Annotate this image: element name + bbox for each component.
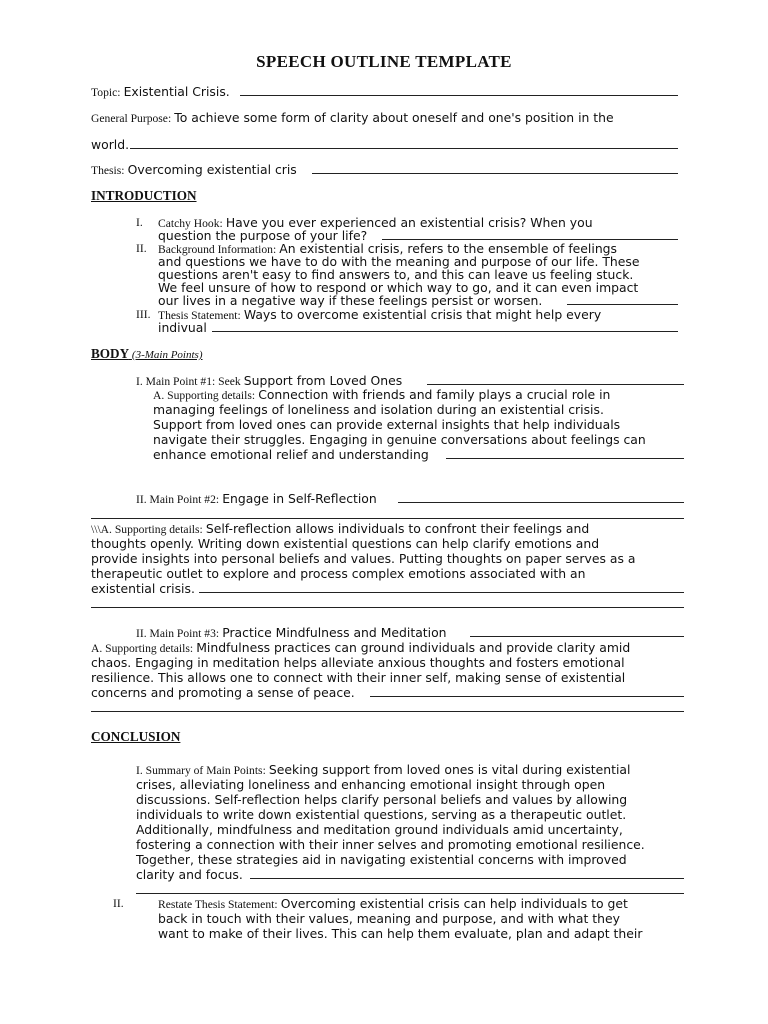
- background-label: Background Information:: [158, 243, 277, 256]
- main-point-2-value: Engage in Self-Reflection: [222, 491, 377, 506]
- main-point-1-support-rule: [446, 458, 684, 459]
- thesis-rule: [312, 173, 678, 174]
- thesis-statement-rule: [212, 331, 678, 332]
- thesis-statement-numeral: III.: [136, 308, 151, 321]
- restate-line-2: back in touch with their values, meaning and purpose, and with what they: [158, 911, 620, 926]
- thesis-value: Overcoming existential cris: [127, 162, 297, 177]
- main-point-3-value: Practice Mindfulness and Meditation: [222, 625, 447, 640]
- main-point-2-support-line-2: thoughts openly. Writing down existential questions can help clarify emotions and: [91, 536, 600, 551]
- restate-numeral: II.: [113, 897, 124, 910]
- summary-line-1: I. Summary of Main Points: Seeking support from loved ones is vital during existential: [136, 762, 631, 777]
- summary-line-6: fostering a connection with their inner selves and promoting emotional resilience.: [136, 837, 645, 852]
- summary-line-7: Together, these strategies aid in navigating existential concerns with improved: [136, 852, 627, 867]
- catchy-hook-line-2: question the purpose of your life?: [158, 228, 368, 243]
- catchy-hook-line-1: Catchy Hook: Have you ever experienced an existential crisis? When you: [158, 215, 593, 230]
- main-point-3-label: II. Main Point #3:: [136, 627, 220, 640]
- main-point-2-rule: [398, 502, 684, 503]
- thesis-line: [91, 162, 297, 178]
- main-point-2: [136, 491, 377, 507]
- main-point-2-support-label: \\\A. Supporting details: [91, 523, 200, 536]
- summary-label: I. Summary of Main Points:: [136, 764, 266, 777]
- restate-label: Restate Thesis Statement:: [158, 898, 278, 911]
- page-title: SPEECH OUTLINE TEMPLATE: [256, 52, 512, 71]
- main-point-3-support-rule: [370, 696, 684, 697]
- main-point-1-support-line-5: enhance emotional relief and understanding: [153, 447, 429, 462]
- general-purpose-value: To achieve some form of clarity about oneself and one's position in the: [174, 110, 614, 125]
- background-line-3: questions aren't easy to find answers to, and this can leave us feeling stuck.: [158, 267, 634, 282]
- topic-line: [91, 84, 230, 100]
- catchy-hook-rule: [382, 239, 678, 240]
- main-point-2-extra-rule: [91, 607, 684, 608]
- restate-line-1: Restate Thesis Statement: Overcoming existential crisis can help individuals to get: [158, 896, 628, 911]
- catchy-hook-numeral: I.: [136, 216, 143, 229]
- introduction-heading: INTRODUCTION: [91, 188, 197, 203]
- topic-rule: [240, 95, 678, 96]
- main-point-1-support-label: A. Supporting details:: [153, 389, 256, 402]
- summary-line-5: Additionally, mindfulness and meditation ground individuals amid uncertainty,: [136, 822, 623, 837]
- background-line-5: our lives in a negative way if these feelings persist or worsen.: [158, 293, 543, 308]
- body-subheading: (3-Main Points): [131, 349, 203, 361]
- background-rule: [567, 304, 678, 305]
- thesis-statement-label: Thesis Statement:: [158, 309, 241, 322]
- conclusion-heading: CONCLUSION: [91, 729, 181, 744]
- main-point-2-support-rule: [199, 592, 684, 593]
- summary-line-3: discussions. Self-reflection helps clarify personal beliefs and values by allowing: [136, 792, 628, 807]
- main-point-1-label: I. Main Point #1: Seek: [136, 375, 241, 388]
- main-point-3-extra-rule: [91, 711, 684, 712]
- summary-extra-rule: [136, 893, 684, 894]
- background-line-1: Background Information: An existential crisis, refers to the ensemble of feelings: [158, 241, 617, 256]
- background-line-4: We feel unsure of how to respond or which way to go, and it can even impact: [158, 280, 639, 295]
- main-point-1-support-line-3: Support from loved ones can provide external insights that help individuals: [153, 417, 621, 432]
- topic-label: Topic:: [91, 86, 121, 99]
- main-point-3-support-line-1: A. Supporting details: Mindfulness practices can ground individuals and provide clarity amid: [91, 640, 631, 655]
- summary-line-4: individuals to write down existential questions, serving as a therapeutic outlet.: [136, 807, 627, 822]
- background-line-2: and questions we have to do with the meaning and purpose of our life. These: [158, 254, 640, 269]
- main-point-3-rule: [470, 636, 684, 637]
- body-heading: BODY (3-Main Points): [91, 346, 203, 361]
- main-point-3: [136, 625, 447, 641]
- summary-line-2: crises, alleviating loneliness and enhancing emotional insight through open: [136, 777, 606, 792]
- main-point-2-support-line-3: provide insights into personal beliefs and values. Putting thoughts on paper serves as a: [91, 551, 636, 566]
- main-point-1-rule: [427, 384, 684, 385]
- topic-value: Existential Crisis.: [123, 84, 230, 99]
- main-point-3-support-label: A. Supporting details:: [91, 642, 194, 655]
- restate-line-3: want to make of their lives. This can help them evaluate, plan and adapt their: [158, 926, 643, 941]
- main-point-3-support-line-4: concerns and promoting a sense of peace.: [91, 685, 355, 700]
- general-purpose-line: [91, 110, 614, 126]
- main-point-1-support-line-4: navigate their struggles. Engaging in genuine conversations about feelings can: [153, 432, 646, 447]
- general-purpose-rule: [130, 148, 678, 149]
- main-point-2-support-line-5: existential crisis.: [91, 581, 195, 596]
- catchy-hook-label: Catchy Hook:: [158, 217, 223, 230]
- main-point-2-support-line-1: \\\A. Supporting details: Self-reflection allows individuals to confront their feelings and: [91, 521, 590, 536]
- thesis-label: Thesis:: [91, 164, 125, 177]
- main-point-1-support-line-2: managing feelings of loneliness and isolation during an existential crisis.: [153, 402, 604, 417]
- main-point-2-blank-rule: [91, 518, 684, 519]
- main-point-2-label: II. Main Point #2:: [136, 493, 220, 506]
- thesis-statement-line-2: indivual: [158, 320, 207, 335]
- general-purpose-label: General Purpose:: [91, 112, 172, 125]
- summary-rule: [250, 878, 684, 879]
- summary-line-8: clarity and focus.: [136, 867, 243, 882]
- main-point-3-support-line-3: resilience. This allows one to connect with their inner self, making sense of existential: [91, 670, 626, 685]
- main-point-1-support-line-1: A. Supporting details: Connection with friends and family plays a crucial role in: [153, 387, 611, 402]
- thesis-statement-line-1: Thesis Statement: Ways to overcome existential crisis that might help every: [158, 307, 602, 322]
- general-purpose-value-cont: world.: [91, 137, 130, 152]
- background-numeral: II.: [136, 242, 147, 255]
- main-point-2-support-line-4: therapeutic outlet to explore and process complex emotions associated with an: [91, 566, 586, 581]
- main-point-3-support-line-2: chaos. Engaging in meditation helps alleviate anxious thoughts and fosters emotional: [91, 655, 625, 670]
- main-point-1-value: Support from Loved Ones: [243, 373, 403, 388]
